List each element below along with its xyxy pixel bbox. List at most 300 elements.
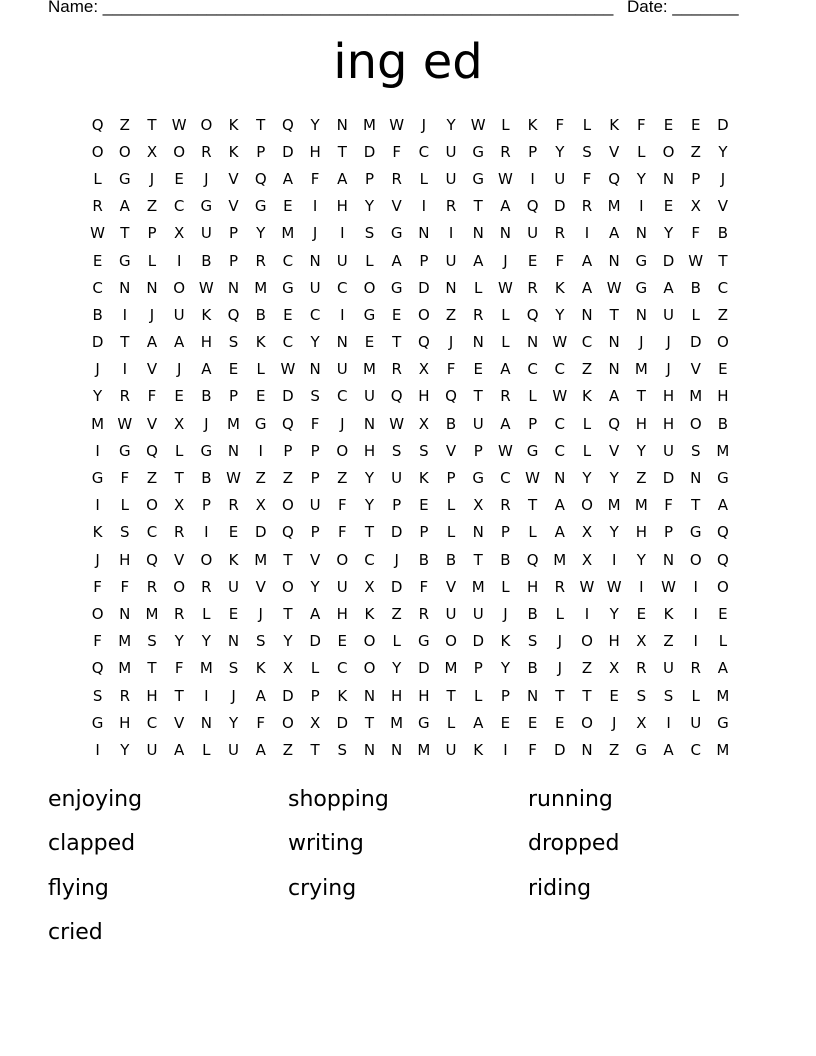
grid-letter[interactable]: K [92, 523, 103, 542]
grid-letter[interactable]: Z [282, 469, 294, 488]
grid-letter[interactable]: A [500, 197, 511, 216]
grid-letter[interactable]: O [689, 550, 702, 569]
grid-letter[interactable]: K [255, 333, 266, 352]
grid-letter[interactable]: V [391, 197, 402, 216]
grid-letter[interactable]: R [500, 387, 511, 406]
grid-letter[interactable]: Y [500, 659, 510, 678]
grid-letter[interactable]: S [419, 441, 429, 460]
grid-letter[interactable]: S [391, 441, 402, 460]
grid-letter[interactable]: V [255, 577, 266, 596]
grid-letter[interactable]: R [119, 387, 130, 406]
grid-letter[interactable]: C [554, 414, 566, 433]
grid-letter[interactable]: Q [417, 333, 430, 352]
grid-letter[interactable]: M [444, 659, 458, 678]
grid-letter[interactable]: O [717, 333, 729, 352]
grid-letter[interactable]: L [582, 441, 592, 460]
grid-letter[interactable]: I [530, 169, 535, 188]
grid-letter[interactable]: Y [310, 333, 320, 352]
grid-letter[interactable]: Y [555, 142, 565, 161]
grid-letter[interactable]: J [557, 659, 562, 678]
grid-letter[interactable]: N [227, 278, 240, 297]
grid-letter[interactable]: O [146, 496, 158, 515]
grid-letter[interactable]: F [310, 414, 320, 433]
grid-letter[interactable]: K [418, 469, 429, 488]
grid-letter[interactable]: E [283, 197, 293, 216]
grid-letter[interactable]: M [716, 740, 730, 759]
grid-letter[interactable]: Y [174, 632, 184, 651]
grid-letter[interactable]: R [391, 360, 402, 379]
grid-letter[interactable]: P [419, 523, 429, 542]
grid-letter[interactable]: Z [581, 659, 593, 678]
grid-letter[interactable]: Z [146, 469, 158, 488]
grid-letter[interactable]: O [363, 278, 376, 297]
grid-letter[interactable]: G [118, 251, 131, 270]
grid-letter[interactable]: M [145, 604, 159, 623]
grid-letter[interactable]: T [147, 115, 157, 134]
grid-letter[interactable]: X [309, 713, 321, 732]
grid-letter[interactable]: E [500, 713, 511, 732]
grid-letter[interactable]: G [363, 305, 376, 324]
grid-letter[interactable]: W [90, 224, 106, 243]
grid-letter[interactable]: W [525, 469, 541, 488]
grid-letter[interactable]: B [418, 550, 429, 569]
grid-letter[interactable]: B [255, 305, 266, 324]
grid-letter[interactable]: D [418, 278, 430, 297]
grid-letter[interactable]: W [661, 577, 676, 596]
grid-letter[interactable]: G [717, 469, 729, 488]
grid-letter[interactable]: O [689, 414, 702, 433]
grid-letter[interactable]: N [581, 305, 593, 324]
grid-letter[interactable]: U [336, 577, 348, 596]
grid-letter[interactable]: P [364, 169, 374, 188]
grid-letter[interactable]: F [256, 713, 266, 732]
grid-letter[interactable]: T [120, 224, 130, 243]
grid-letter[interactable]: R [500, 142, 511, 161]
grid-letter[interactable]: I [122, 360, 127, 379]
grid-letter[interactable]: U [663, 305, 675, 324]
grid-letter[interactable]: V [146, 414, 158, 433]
grid-letter[interactable]: A [609, 224, 620, 243]
grid-letter[interactable]: P [283, 441, 293, 460]
grid-letter[interactable]: O [336, 441, 349, 460]
grid-letter[interactable]: I [95, 740, 100, 759]
grid-letter[interactable]: D [418, 659, 430, 678]
grid-letter[interactable]: D [390, 523, 403, 542]
grid-letter[interactable]: V [445, 577, 457, 596]
grid-letter[interactable]: D [717, 115, 729, 134]
grid-letter[interactable]: M [390, 713, 404, 732]
grid-letter[interactable]: S [147, 632, 157, 651]
grid-letter[interactable]: N [499, 224, 512, 243]
grid-letter[interactable]: M [254, 550, 268, 569]
grid-letter[interactable]: S [690, 441, 701, 460]
grid-letter[interactable]: U [363, 387, 375, 406]
grid-letter[interactable]: A [500, 360, 511, 379]
grid-letter[interactable]: E [473, 360, 483, 379]
grid-letter[interactable]: M [362, 115, 376, 134]
grid-letter[interactable]: X [146, 142, 158, 161]
grid-letter[interactable]: F [392, 142, 401, 161]
grid-letter[interactable]: O [91, 604, 104, 623]
grid-letter[interactable]: X [581, 523, 593, 542]
grid-letter[interactable]: R [119, 686, 130, 705]
grid-letter[interactable]: B [445, 414, 457, 433]
grid-letter[interactable]: C [581, 333, 593, 352]
grid-letter[interactable]: P [664, 523, 674, 542]
grid-letter[interactable]: D [282, 387, 294, 406]
grid-letter[interactable]: A [255, 686, 266, 705]
grid-letter[interactable]: V [228, 197, 239, 216]
grid-letter[interactable]: H [662, 414, 675, 433]
grid-letter[interactable]: X [636, 632, 647, 651]
grid-letter[interactable]: F [337, 523, 347, 542]
grid-letter[interactable]: K [228, 115, 239, 134]
grid-letter[interactable]: K [500, 632, 511, 651]
grid-letter[interactable]: Q [526, 197, 539, 216]
grid-letter[interactable]: L [691, 686, 700, 705]
grid-letter[interactable]: U [228, 577, 240, 596]
grid-letter[interactable]: V [609, 142, 620, 161]
grid-letter[interactable]: X [690, 197, 701, 216]
grid-letter[interactable]: Q [146, 550, 158, 569]
grid-letter[interactable]: H [200, 333, 212, 352]
grid-letter[interactable]: K [527, 115, 538, 134]
grid-letter[interactable]: D [662, 469, 675, 488]
grid-letter[interactable]: T [473, 387, 483, 406]
grid-letter[interactable]: G [118, 169, 131, 188]
grid-letter[interactable]: D [363, 142, 376, 161]
grid-letter[interactable]: L [256, 360, 265, 379]
grid-letter[interactable]: W [497, 441, 513, 460]
grid-letter[interactable]: E [527, 713, 538, 732]
grid-letter[interactable]: L [174, 441, 184, 460]
grid-letter[interactable]: G [635, 251, 648, 270]
grid-letter[interactable]: H [635, 523, 647, 542]
grid-letter[interactable]: U [472, 414, 484, 433]
grid-letter[interactable]: C [282, 251, 294, 270]
grid-letter[interactable]: Q [282, 414, 294, 433]
grid-letter[interactable]: C [337, 387, 348, 406]
grid-letter[interactable]: O [581, 496, 593, 515]
grid-letter[interactable]: R [228, 496, 239, 515]
grid-letter[interactable]: J [312, 224, 318, 243]
grid-letter[interactable]: T [256, 115, 266, 134]
grid-letter[interactable]: B [500, 550, 511, 569]
grid-letter[interactable]: B [201, 251, 212, 270]
grid-letter[interactable]: L [691, 305, 700, 324]
grid-letter[interactable]: P [147, 224, 157, 243]
grid-letter[interactable]: N [635, 224, 647, 243]
grid-letter[interactable]: O [336, 550, 349, 569]
grid-letter[interactable]: K [663, 604, 674, 623]
grid-letter[interactable]: Y [392, 659, 402, 678]
grid-letter[interactable]: P [229, 387, 239, 406]
grid-letter[interactable]: D [254, 523, 267, 542]
grid-letter[interactable]: N [119, 278, 131, 297]
grid-letter[interactable]: S [636, 686, 647, 705]
grid-letter[interactable]: D [689, 333, 702, 352]
grid-letter[interactable]: J [557, 632, 562, 651]
grid-letter[interactable]: H [662, 387, 675, 406]
grid-letter[interactable]: R [173, 523, 185, 542]
grid-letter[interactable]: N [227, 632, 240, 651]
grid-letter[interactable]: T [364, 523, 375, 542]
grid-letter[interactable]: T [555, 686, 565, 705]
grid-letter[interactable]: Y [582, 469, 592, 488]
grid-letter[interactable]: P [419, 251, 429, 270]
grid-letter[interactable]: C [690, 740, 701, 759]
grid-letter[interactable]: I [95, 441, 100, 460]
grid-letter[interactable]: R [554, 577, 565, 596]
grid-letter[interactable]: Y [636, 169, 646, 188]
grid-letter[interactable]: T [337, 142, 347, 161]
grid-letter[interactable]: W [280, 360, 296, 379]
grid-letter[interactable]: N [200, 713, 212, 732]
grid-letter[interactable]: D [554, 740, 566, 759]
grid-letter[interactable]: T [446, 686, 456, 705]
grid-letter[interactable]: J [720, 169, 726, 188]
grid-letter[interactable]: I [584, 224, 590, 243]
grid-letter[interactable]: S [337, 740, 348, 759]
grid-letter[interactable]: E [527, 251, 538, 270]
grid-letter[interactable]: L [582, 115, 592, 134]
grid-letter[interactable]: R [636, 659, 647, 678]
grid-letter[interactable]: W [552, 333, 568, 352]
grid-letter[interactable]: U [690, 713, 702, 732]
grid-letter[interactable]: Z [663, 632, 674, 651]
grid-letter[interactable]: V [309, 550, 321, 569]
grid-letter[interactable]: H [418, 686, 430, 705]
grid-letter[interactable]: K [337, 686, 348, 705]
grid-letter[interactable]: V [690, 360, 701, 379]
grid-letter[interactable]: S [120, 523, 130, 542]
grid-letter[interactable]: J [503, 251, 508, 270]
grid-letter[interactable]: X [364, 577, 375, 596]
grid-letter[interactable]: E [663, 197, 674, 216]
grid-letter[interactable]: G [689, 523, 702, 542]
grid-letter[interactable]: W [552, 387, 568, 406]
grid-letter[interactable]: I [639, 577, 644, 596]
grid-letter[interactable]: G [418, 632, 430, 651]
grid-letter[interactable]: I [204, 686, 209, 705]
grid-letter[interactable]: S [364, 224, 375, 243]
grid-letter[interactable]: N [472, 523, 484, 542]
grid-letter[interactable]: E [228, 523, 239, 542]
grid-letter[interactable]: C [418, 142, 430, 161]
grid-letter[interactable]: B [92, 305, 103, 324]
grid-letter[interactable]: M [281, 224, 295, 243]
grid-letter[interactable]: A [554, 496, 565, 515]
grid-letter[interactable]: N [309, 360, 321, 379]
grid-letter[interactable]: T [473, 550, 483, 569]
grid-letter[interactable]: C [500, 469, 511, 488]
grid-letter[interactable]: G [282, 278, 294, 297]
grid-letter[interactable]: Z [717, 305, 729, 324]
grid-letter[interactable]: Y [364, 496, 375, 515]
grid-letter[interactable]: I [503, 740, 508, 759]
grid-letter[interactable]: F [446, 360, 456, 379]
grid-letter[interactable]: X [609, 659, 620, 678]
grid-letter[interactable]: E [228, 360, 239, 379]
grid-letter[interactable]: P [473, 659, 483, 678]
grid-letter[interactable]: N [608, 360, 620, 379]
grid-letter[interactable]: N [662, 169, 675, 188]
grid-letter[interactable]: L [392, 632, 401, 651]
grid-letter[interactable]: A [255, 740, 266, 759]
grid-letter[interactable]: D [472, 632, 484, 651]
grid-letter[interactable]: M [607, 496, 621, 515]
grid-letter[interactable]: R [527, 278, 538, 297]
word-search-grid[interactable] [84, 111, 737, 764]
grid-letter[interactable]: S [582, 142, 592, 161]
grid-letter[interactable]: V [174, 550, 185, 569]
grid-letter[interactable]: X [581, 550, 593, 569]
grid-letter[interactable]: T [283, 550, 293, 569]
grid-letter[interactable]: J [204, 169, 209, 188]
grid-letter[interactable]: L [446, 496, 456, 515]
grid-letter[interactable]: X [636, 713, 647, 732]
grid-letter[interactable]: G [91, 469, 104, 488]
grid-letter[interactable]: I [95, 496, 100, 515]
grid-letter[interactable]: A [581, 251, 593, 270]
grid-letter[interactable]: N [526, 686, 539, 705]
grid-letter[interactable]: F [120, 577, 130, 596]
grid-letter[interactable]: D [390, 577, 403, 596]
grid-letter[interactable]: F [664, 496, 673, 515]
grid-letter[interactable]: F [337, 496, 347, 515]
grid-letter[interactable]: N [472, 224, 484, 243]
grid-letter[interactable]: X [174, 224, 185, 243]
grid-letter[interactable]: I [204, 523, 209, 542]
grid-letter[interactable]: H [336, 604, 348, 623]
grid-letter[interactable]: R [255, 251, 266, 270]
grid-letter[interactable]: D [662, 251, 675, 270]
grid-letter[interactable]: M [118, 632, 132, 651]
grid-letter[interactable]: H [608, 632, 620, 651]
grid-letter[interactable]: W [117, 414, 133, 433]
grid-letter[interactable]: Y [256, 224, 266, 243]
grid-letter[interactable]: S [228, 659, 239, 678]
grid-letter[interactable]: I [176, 251, 182, 270]
grid-letter[interactable]: J [340, 414, 345, 433]
grid-letter[interactable]: R [418, 604, 430, 623]
grid-letter[interactable]: X [174, 414, 185, 433]
grid-letter[interactable]: N [391, 740, 403, 759]
grid-letter[interactable]: E [174, 387, 184, 406]
grid-letter[interactable]: E [419, 496, 429, 515]
grid-letter[interactable]: E [391, 305, 402, 324]
grid-letter[interactable]: L [202, 604, 211, 623]
grid-letter[interactable]: O [662, 142, 675, 161]
grid-letter[interactable]: R [581, 197, 593, 216]
grid-letter[interactable]: L [555, 604, 564, 623]
grid-letter[interactable]: L [501, 577, 510, 596]
grid-letter[interactable]: Y [93, 387, 103, 406]
grid-letter[interactable]: R [445, 197, 457, 216]
grid-letter[interactable]: D [282, 686, 294, 705]
grid-letter[interactable]: G [526, 441, 539, 460]
grid-letter[interactable]: O [363, 659, 376, 678]
grid-letter[interactable]: K [201, 305, 212, 324]
grid-letter[interactable]: K [228, 550, 239, 569]
grid-letter[interactable]: T [718, 251, 728, 270]
grid-letter[interactable]: J [258, 604, 263, 623]
grid-letter[interactable]: P [256, 142, 266, 161]
grid-letter[interactable]: C [527, 360, 538, 379]
grid-letter[interactable]: A [309, 604, 321, 623]
grid-letter[interactable]: E [718, 604, 728, 623]
grid-letter[interactable]: N [363, 740, 376, 759]
grid-letter[interactable]: H [391, 686, 403, 705]
grid-letter[interactable]: U [336, 360, 348, 379]
grid-letter[interactable]: Y [609, 469, 619, 488]
grid-letter[interactable]: Q [717, 523, 729, 542]
grid-letter[interactable]: Z [282, 740, 294, 759]
grid-letter[interactable]: T [174, 469, 184, 488]
grid-letter[interactable]: J [149, 305, 155, 324]
grid-letter[interactable]: M [689, 387, 703, 406]
grid-letter[interactable]: F [174, 659, 184, 678]
grid-letter[interactable]: X [418, 360, 429, 379]
grid-letter[interactable]: Z [690, 142, 701, 161]
grid-letter[interactable]: T [147, 659, 157, 678]
grid-letter[interactable]: T [609, 305, 619, 324]
grid-letter[interactable]: P [310, 469, 320, 488]
grid-letter[interactable]: J [231, 686, 236, 705]
grid-letter[interactable]: H [717, 387, 729, 406]
grid-letter[interactable]: B [717, 414, 729, 433]
grid-letter[interactable]: G [254, 197, 267, 216]
grid-letter[interactable]: V [174, 713, 185, 732]
grid-letter[interactable]: E [718, 360, 728, 379]
grid-letter[interactable]: A [473, 251, 484, 270]
grid-letter[interactable]: P [310, 441, 320, 460]
grid-letter[interactable]: Y [636, 550, 646, 569]
grid-letter[interactable]: G [200, 197, 213, 216]
grid-letter[interactable]: R [500, 496, 511, 515]
grid-letter[interactable]: E [92, 251, 103, 270]
grid-letter[interactable]: L [474, 278, 483, 297]
grid-letter[interactable]: I [611, 550, 617, 569]
grid-letter[interactable]: W [389, 414, 405, 433]
grid-letter[interactable]: O [581, 713, 593, 732]
grid-letter[interactable]: H [309, 142, 321, 161]
grid-letter[interactable]: O [173, 278, 186, 297]
grid-letter[interactable]: V [445, 441, 457, 460]
name-field-label[interactable]: Name: ______________________________________________________ [48, 0, 614, 16]
grid-letter[interactable]: U [663, 441, 675, 460]
grid-letter[interactable]: O [417, 305, 430, 324]
grid-letter[interactable]: E [663, 115, 674, 134]
grid-letter[interactable]: I [639, 197, 644, 216]
grid-letter[interactable]: L [120, 496, 129, 515]
grid-letter[interactable]: A [473, 713, 484, 732]
grid-letter[interactable]: O [445, 632, 457, 651]
grid-letter[interactable]: P [229, 224, 239, 243]
grid-letter[interactable]: H [146, 686, 158, 705]
grid-letter[interactable]: G [390, 224, 403, 243]
grid-letter[interactable]: C [337, 278, 348, 297]
grid-letter[interactable]: Z [581, 360, 593, 379]
grid-letter[interactable]: Q [227, 305, 240, 324]
grid-letter[interactable]: I [122, 305, 127, 324]
grid-letter[interactable]: N [119, 604, 131, 623]
grid-letter[interactable]: I [666, 713, 671, 732]
grid-letter[interactable]: S [663, 686, 674, 705]
grid-letter[interactable]: C [92, 278, 103, 297]
grid-letter[interactable]: Q [390, 387, 403, 406]
grid-letter[interactable]: M [91, 414, 105, 433]
